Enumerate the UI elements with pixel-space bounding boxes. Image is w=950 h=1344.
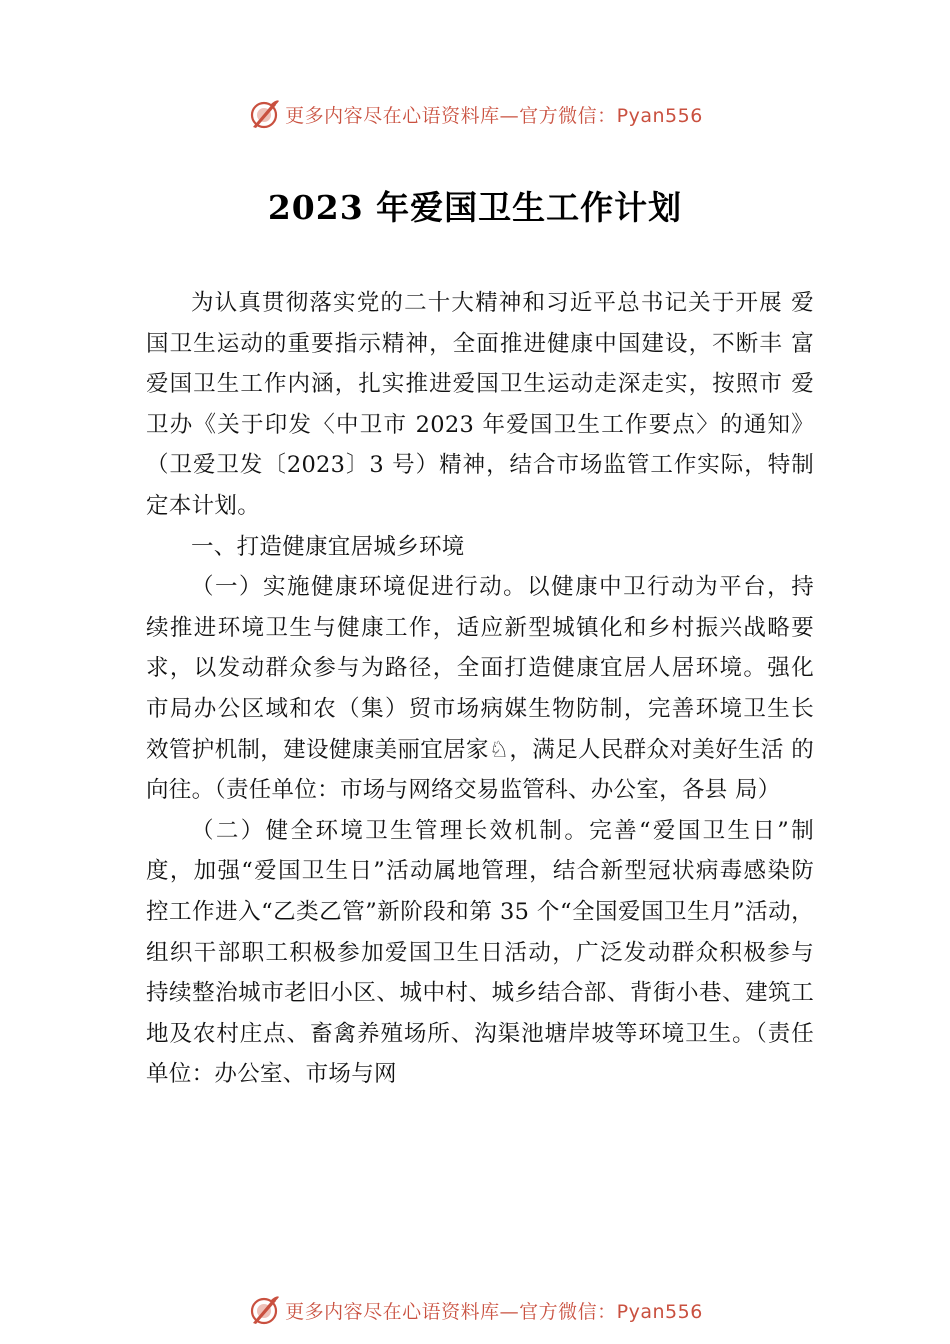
footer-watermark: [0, 1290, 950, 1330]
quill-seal-icon: [247, 1293, 281, 1327]
watermark-account: Pyan556: [616, 104, 703, 127]
watermark-text: 更多内容尽在心语资料库—官方微信：Pyan556: [285, 104, 703, 127]
header-watermark: [0, 94, 950, 134]
intro-paragraph: 为认真贯彻落实党的二十大精神和习近平总书记关于开展 爱国卫生运动的重要指示精神，全面推进健康中国建设，不断丰 富爱国卫生工作内涵，扎实推进爱国卫生运动走深走实，按照市 爱卫办《关于印发〈中卫市 2023 年爱国卫生工作要点〉的通知》 （卫爱卫发〔2023〕3 号）精神，结合市场监管工作实际，特制 定本计划。: [146, 290, 814, 519]
subsection-1-paragraph: （一）实施健康环境促进行动。以健康中卫行动为平台，持 续推进环境卫生与健康工作，适应新型城镇化和乡村振兴战略要 求，以发动群众参与为路径，全面打造健康宜居人居环境。强化 市局办公区域和农（集）贸市场病媒生物防制，完善环境卫生长 效管护机制，建设健康美丽宜居家♘，满足人民群众对美好生活 的向往。（责任单位：市场与网络交易监管科、办公室，各县 局）: [146, 574, 814, 804]
quill-seal-icon: [247, 97, 281, 131]
document-body: [146, 283, 814, 1095]
subsection-2-paragraph: （二）健全环境卫生管理长效机制。完善“爱国卫生日”制 度，加强“爱国卫生日”活动属地管理，结合新型冠状病毒感染防 控工作进入“乙类乙管”新阶段和第 35 个“全国爱国卫生月”活动， 组织干部职工积极参加爱国卫生日活动，广泛发动群众积极参与 持续整治城市老旧小区、城中村、城乡结合部、背街小巷、建筑工地及农村庄点、畜禽养殖场所、沟渠池塘岸坡等环境卫生。（责任单位：办公室、市场与网: [146, 817, 814, 1088]
section-heading-1: 一、打造健康宜居城乡环境: [191, 533, 465, 560]
watermark-account: Pyan556: [616, 1300, 703, 1323]
watermark-text: 更多内容尽在心语资料库—官方微信：Pyan556: [285, 1300, 703, 1323]
document-title: 2023 年爱国卫生工作计划: [267, 188, 683, 227]
